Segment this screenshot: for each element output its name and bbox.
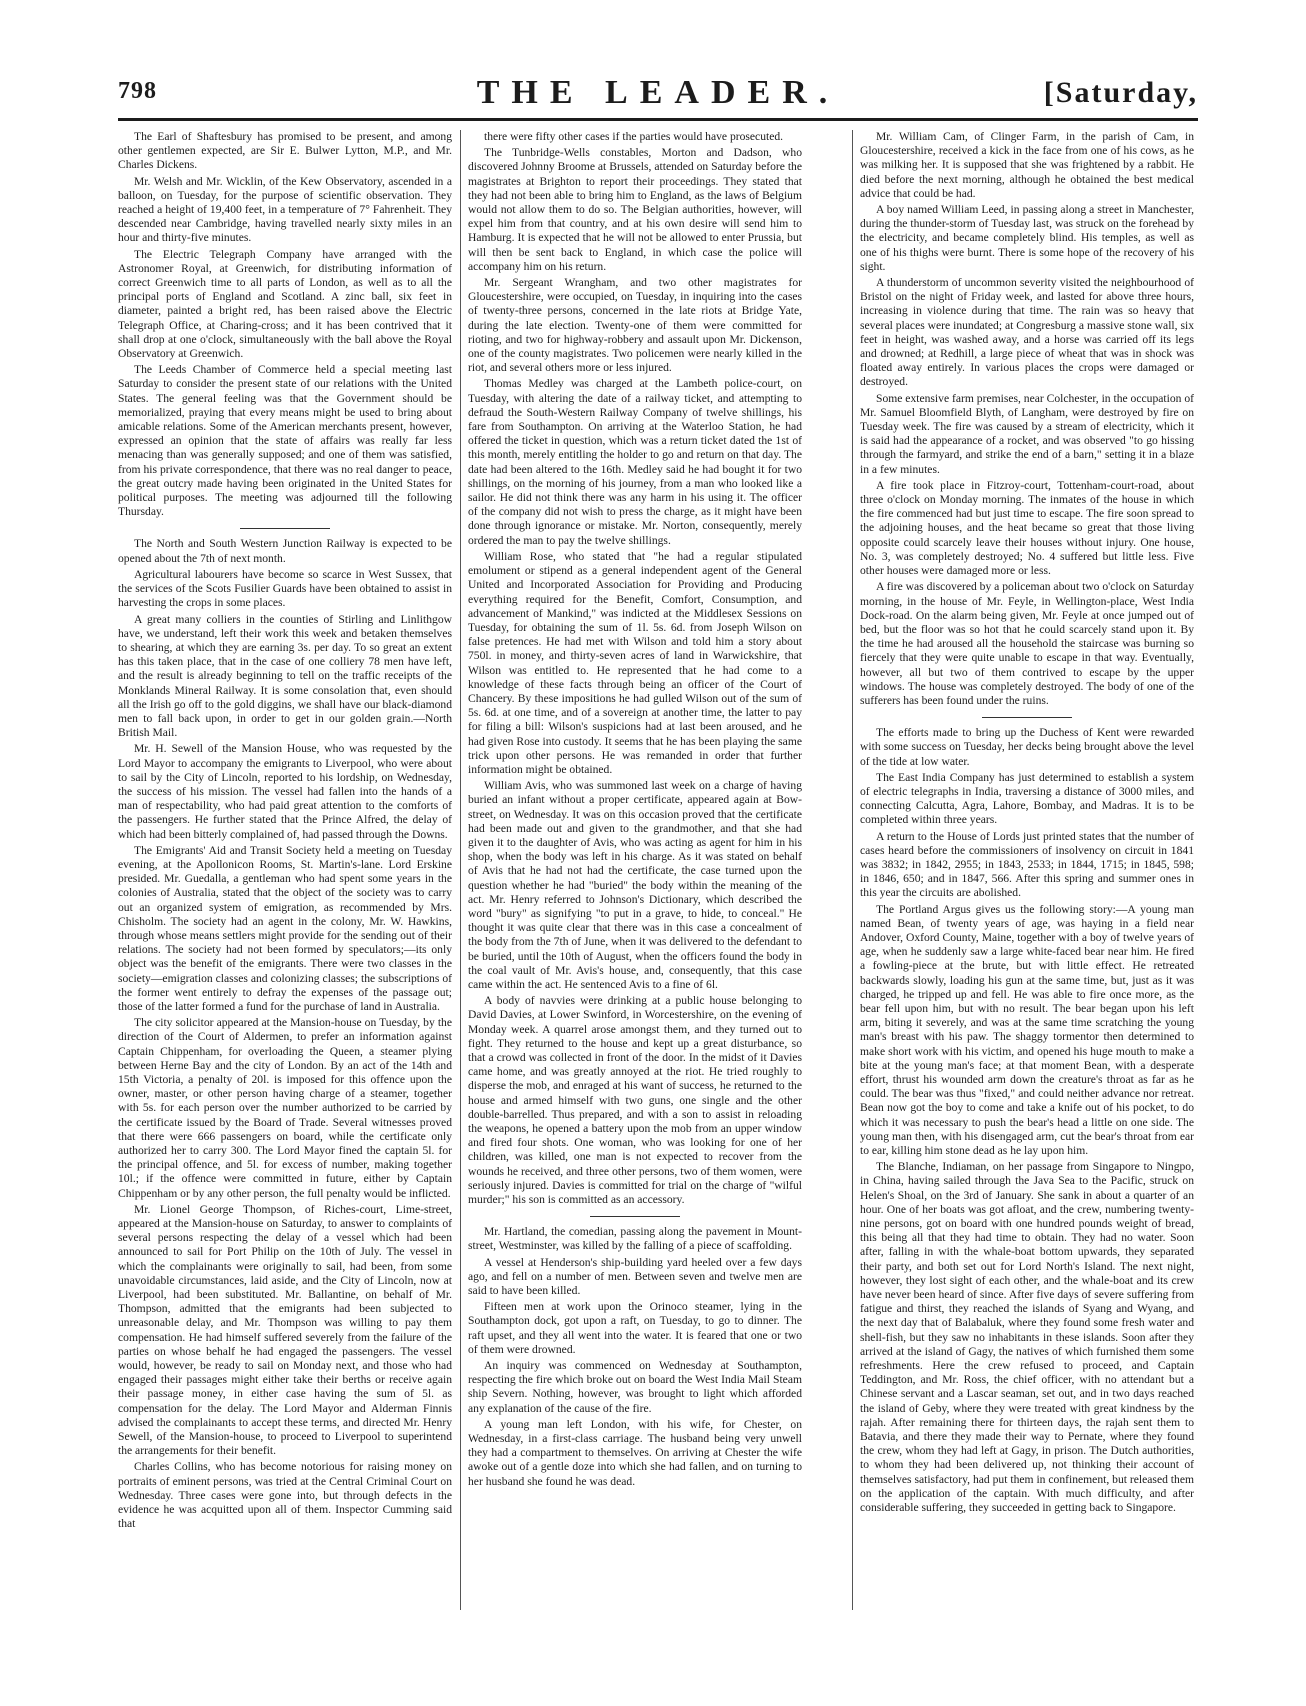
article-paragraph: there were fifty other cases if the parties would have prosecuted. xyxy=(484,130,784,143)
article-paragraph: The city solicitor appeared at the Mansion-house on Tuesday, by the direction of the Court of Aldermen, to prefer an information against Captain Chippenham, for overloading the Queen, a steamer plying between Herne Bay and the city of London. By an act of the 14th and 15th Victoria, a penalty of 20l. is imposed for this offence upon the owner, master, or other person having charge of a steamer, together with 5s. for each person over the number authorized to be carried by the certificate issued by the Board of Trade. Several witnesses proved that there were 666 passengers on board, while the certificate only authorized her to carry 300. The Lord Mayor fined the captain 5l. for the principal offence, and 5l. for excess of number, making together 10l.; if the offence were committed in future, either by Captain Chippenham or by any other person, the full penalty would be inflicted. xyxy=(118,1016,452,1200)
article-paragraph: Mr. William Cam, of Clinger Farm, in the parish of Cam, in Gloucestershire, received a kick in the face from one of his cows, as he was milking her. It is supposed that she was frightened by a rabbit. He died before the next morning, although he obtained the best medical advice that could be had. xyxy=(860,130,1194,200)
article-paragraph: Some extensive farm premises, near Colchester, in the occupation of Mr. Samuel Bloomfield Blyth, of Langham, were destroyed by fire on Tuesday week. The fire was caused by a stream of electricity, which it is said had the appearance of a rocket, and was observed "to go hissing through the farmyard, and strike the end of a barn," setting it in a blaze in a few minutes. xyxy=(860,391,1194,476)
article-paragraph: A boy named William Leed, in passing along a street in Manchester, during the thunder-storm of Tuesday last, was struck on the forehead by the electricity, and became completely blind. His temples, as well as one of his thighs were burnt. There is some hope of the recovery of his sight. xyxy=(860,203,1194,273)
section-divider xyxy=(240,528,330,529)
article-column-1 xyxy=(118,130,452,1630)
article-paragraph: Agricultural labourers have become so scarce in West Sussex, that the services of the Scots Fusilier Guards have been obtained to assist in harvesting the crops in some places. xyxy=(118,567,452,610)
article-paragraph: A thunderstorm of uncommon severity visited the neighbourhood of Bristol on the night of Friday week, and lasted for above three hours, increasing in violence during that time. The rain was so heavy that several places were inundated; at Congresburg a massive stone wall, six feet in height, was washed away, and a horse was carried off its legs and drowned; at Redhill, a large piece of wheat that was in shock was floated away entirely. In various places the crops were damaged or destroyed. xyxy=(860,276,1194,389)
article-paragraph: Mr. Welsh and Mr. Wicklin, of the Kew Observatory, ascended in a balloon, on Tuesday, for the purpose of scientific observation. They reached a height of 19,400 feet, in a temperature of 7° Fahrenheit. They descended near Cambridge, having travelled nearly sixty miles in an hour and thirty-five minutes. xyxy=(118,174,452,245)
article-paragraph: William Avis, who was summoned last week on a charge of having buried an infant without a proper certificate, appeared again at Bow-street, on Wednesday. It was on this occasion proved that the certificate had been made out and given to the grandmother, and that she had given it to the daughter of Avis, who was acting as agent for him in his shop, when the body was left in his charge. As it was stated on behalf of Avis that he had not had the certificate, the case turned upon the question whether he had "buried" the body within the meaning of the act. Mr. Henry referred to Johnson's Dictionary, which described the word "bury" as signifying "to put in a grave, to hide, to conceal." He thought it was quite clear that there was in this case a concealment of the body from the 7th of June, when it was delivered to the defendant to be buried, until the 10th of August, when the officers found the body in the coal vault of Mr. Avis's house, and, consequently, that this case came within the act. He sentenced Avis to a fine of 6l. xyxy=(468,779,802,991)
article-paragraph: The Electric Telegraph Company have arranged with the Astronomer Royal, at Greenwich, for distributing information of correct Greenwich time to all parts of London, as well as to all the principal ports of England and Scotland. A zinc ball, six feet in diameter, painted a bright red, has been raised above the Electric Telegraph Office, at Charing-cross; and it has been contrived that it shall drop at one o'clock, simultaneously with the ball above the Royal Observatory at Greenwich. xyxy=(118,247,452,361)
article-paragraph: The Leeds Chamber of Commerce held a special meeting last Saturday to consider the present state of our relations with the United States. The general feeling was that the Government should be memorialized, praying that every means might be used to bring about amicable relations. Some of the American merchants present, however, expressed an opinion that the state of affairs was really far less menacing than was generally supposed; and one of them was satisfied, from his private correspondence, that there was no real danger to peace, the great outcry made having been originated in the United States for political purposes. The meeting was adjourned till the following Thursday. xyxy=(118,363,452,519)
section-divider xyxy=(982,717,1072,718)
article-paragraph: The efforts made to bring up the Duchess of Kent were rewarded with some success on Tuesday, her decks being brought above the level of the tide at low water. xyxy=(860,726,1194,768)
article-paragraph: Fifteen men at work upon the Orinoco steamer, lying in the Southampton dock, got upon a raft, on Tuesday, to go to dinner. The raft upset, and they all went into the water. It is feared that one or two of them were drowned. xyxy=(468,1300,802,1356)
article-paragraph: The Blanche, Indiaman, on her passage from Singapore to Ningpo, in China, having sailed through the Java Sea to the Pacific, struck on Helen's Shoal, on the 3rd of January. She sank in about a quarter of an hour. One of her boats was got afloat, and the crew, numbering twenty-nine persons, got on board with one hundred pounds weight of bread, this being all that they had time to obtain. They had no water. Soon after, falling in with the whale-boat bottom upwards, they separated their party, and both set out for Lord North's Island. The next night, however, they lost sight of each other, and the whale-boat and its crew have never been heard of since. After five days of severe suffering from fatigue and thirst, they reached the islands of Syang and Wyang, and the next day that of Balabaluk, where they found some fresh water and shell-fish, but they saw no inhabitants in these islands. Soon after they arrived at the island of Gagy, the natives of which furnished them some refreshments. Here the crew refused to proceed, and Captain Teddington, and Mr. Ross, the chief officer, with no attendant but a Chinese servant and a Lascar seaman, set out, and in two days reached the island of Geby, where they were treated with great kindness by the rajah. After remaining there for thirteen days, the rajah sent them to Batavia, and there they made their way to Pernate, where they found the crew, whom they had left at Gagy, in prison. The Dutch authorities, to whom they had been delivered up, not thinking their account of themselves satisfactory, had put them in confinement, but released them on the application of the captain. With much difficulty, and after considerable suffering, they succeeded in getting back to Singapore. xyxy=(860,1160,1194,1515)
article-paragraph: Mr. Lionel George Thompson, of Riches-court, Lime-street, appeared at the Mansion-house on Saturday, to answer to complaints of several persons respecting the delay of a vessel which had been announced to sail for Port Philip on the 10th of July. The vessel in which the complainants were originally to sail, had been, from some unavoidable circumstances, laid aside, and the City of Lincoln, now at Liverpool, had been substituted. Mr. Ballantine, on behalf of Mr. Thompson, admitted that the emigrants had been subjected to unreasonable delay, and Mr. Thompson was willing to pay them compensation. He had himself suffered severely from the failure of the parties on whose behalf he had engaged the passengers. The vessel would, however, be ready to sail on Monday next, and those who had engaged their passages might either take their berths or receive again their passage money, in either case having the sum of 5l. as compensation for the delay. The Lord Mayor and Alderman Finnis advised the complainants to accept these terms, and directed Mr. Henry Sewell, of the Mansion-house, to proceed to Liverpool to superintend the arrangements for their benefit. xyxy=(118,1202,452,1458)
column-rule xyxy=(460,130,461,1610)
article-paragraph: The North and South Western Junction Railway is expected to be opened about the 7th of next month. xyxy=(118,537,452,565)
article-paragraph: An inquiry was commenced on Wednesday at Southampton, respecting the fire which broke out on board the West India Mail Steam ship Severn. Nothing, however, was brought to light which afforded any explanation of the cause of the fire. xyxy=(468,1359,802,1415)
article-paragraph: A fire took place in Fitzroy-court, Tottenham-court-road, about three o'clock on Monday morning. The inmates of the house in which the fire commenced had but just time to escape. The fire soon spread to the adjoining houses, and the heat became so great that those living opposite could scarcely leave their houses without injury. One house, No. 3, was completely destroyed; No. 4 suffered but little less. Five other houses were damaged more or less. xyxy=(860,478,1194,578)
article-paragraph: Mr. Sergeant Wrangham, and two other magistrates for Gloucestershire, were occupied, on Tuesday, in inquiring into the cases of twenty-three persons, concerned in the late riots at Bridge Yate, during the late election. Twenty-one of them were committed for rioting, and two for highway-robbery and assault upon Mr. Dickenson, one of the county magistrates. Two policemen were nearly killed in the riot, and several others more or less injured. xyxy=(468,276,802,375)
header-rule xyxy=(118,118,1198,121)
column-rule xyxy=(852,130,853,1610)
page-number: 798 xyxy=(118,78,157,104)
issue-day: [Saturday, xyxy=(1043,76,1198,109)
newspaper-title: THE LEADER. xyxy=(476,74,840,111)
section-divider xyxy=(590,1216,680,1217)
article-paragraph: A body of navvies were drinking at a public house belonging to David Davies, at Lower Swinford, in Worcestershire, on the evening of Monday week. A quarrel arose amongst them, and they turned out to fight. They returned to the house and kept up a great disturbance, so that a crowd was collected in front of the door. In the midst of it Davies came home, and was greatly annoyed at the riot. He tried roughly to disperse the mob, and enraged at his want of success, he returned to the house and armed himself with two guns, one single and the other double-barrelled. Thus prepared, and with a son to assist in reloading the weapons, he opened a battery upon the mob from an upper window and fired four shots. One woman, who was looking for one of her children, was killed, one man is not expected to recover from the wounds he received, and three other persons, two of them women, were seriously injured. Davies is committed for trial on the charge of "wilful murder;" his son is committed as an accessory. xyxy=(468,994,802,1207)
article-paragraph: Mr. H. Sewell of the Mansion House, who was requested by the Lord Mayor to accompany the emigrants to Liverpool, who were about to sail by the City of Lincoln, reported to his lordship, on Wednesday, the success of his mission. The vessel had fallen into the hands of a man of respectability, who had paid great attention to the comforts of the passengers. He further stated that the Prince Alfred, the delay of which had been bitterly complained of, had passed through the Downs. xyxy=(118,742,452,841)
article-paragraph: The Emigrants' Aid and Transit Society held a meeting on Tuesday evening, at the Apollonicon Rooms, St. Martin's-lane. Lord Erskine presided. Mr. Guedalla, a gentleman who had spent some years in the colonies of Australia, stated that the object of the society was to carry out an organized system of emigration, as recommended by Mrs. Chisholm. The society had an agent in the colony, Mr. W. Hawkins, through whose means settlers might provide for the sending out of their relations. The society had not been formed by speculators;—its only object was the benefit of the emigrants. There were two classes in the society—emigration classes and colonizing classes; the subscriptions of the former went entirely to defray the expenses of the passage out; those of the latter formed a fund for the purchase of land in Australia. xyxy=(118,843,452,1013)
article-column-2 xyxy=(468,130,802,1630)
article-paragraph: The East India Company has just determined to establish a system of electric telegraphs in India, traversing a distance of 3000 miles, and connecting Calcutta, Agra, Lahore, Bombay, and Madras. It is to be completed within three years. xyxy=(860,770,1194,827)
article-paragraph: A return to the House of Lords just printed states that the number of cases heard before the commissioners of insolvency on circuit in 1841 was 3832; in 1842, 2955; in 1843, 2533; in 1844, 1715; in 1845, 598; in 1846, 650; and in 1847, 566. After this spring and summer ones in this year the circuits are abolished. xyxy=(860,829,1194,900)
article-paragraph: The Tunbridge-Wells constables, Morton and Dadson, who discovered Johnny Broome at Brussels, attended on Saturday before the magistrates at Brighton to report their proceedings. They stated that they had not been able to bring him to England, as the laws of Belgium would not allow them to do so. The Belgian authorities, however, will expel him from that country, and at his own desire will send him to Hamburg. It is expected that he will not be allowed to enter Prussia, but will then be sent back to England, in which case the police will accompany him on his return. xyxy=(468,146,802,273)
article-paragraph: A fire was discovered by a policeman about two o'clock on Saturday morning, in the house of Mr. Feyle, in Wellington-place, West India Dock-road. On the alarm being given, Mr. Feyle at once jumped out of bed, but the floor was so hot that he could scarcely stand upon it. By the time he had aroused all the household the staircase was burning so fiercely that they were quite unable to escape in that way. Eventually, however, all but two of them contrived to escape by the upper windows. The house was completely destroyed. The body of one of the sufferers has been found under the ruins. xyxy=(860,580,1194,707)
article-paragraph: Charles Collins, who has become notorious for raising money on portraits of eminent persons, was tried at the Central Criminal Court on Wednesday. Three cases were gone into, but through defects in the evidence he was acquitted upon all of them. Inspector Cumming said that xyxy=(118,1460,452,1531)
article-paragraph: The Portland Argus gives us the following story:—A young man named Bean, of twenty years of age, was haying in a field near Andover, Oxford County, Maine, together with a boy of twelve years of age, when he suddenly saw a large white-faced bear near him. He fired a fowling-piece at the brute, but with little effect. He retreated backwards slowly, loading his gun at the same time, but, just as it was charged, he tripped up and fell. He was able to fire once more, as the bear fell upon him, but with no result. The bear began upon his left arm, biting it severely, and was at the same time scratching the young man's breast with his paw. The shaggy tormentor then determined to make short work with his victim, and opened his huge mouth to make a bite at the young man's face; at that moment Bean, with a desperate effort, thrust his wounded arm down the creature's throat as far as he could. The bear was thus "fixed," and could neither advance nor retreat. Bean now got the boy to come and take a knife out of his pocket, to do which it was necessary to push the bear's head a little on one side. The young man then, with his disengaged arm, cut the bear's throat from ear to ear, killing him stone dead as he lay upon him. xyxy=(860,902,1194,1158)
article-paragraph: William Rose, who stated that "he had a regular stipulated emolument or stipend as a general independent agent of the General United and Incorporated Association for Providing and Producing everything required for the Benefit, Comfort, Consumption, and advancement of Mankind," was indicted at the Middlesex Sessions on Tuesday, for obtaining the sum of 1l. 5s. 6d. from Joseph Wilson on false pretences. He had met with Wilson and told him a story about 750l. in money, and thirty-seven acres of land in Warwickshire, that Wilson was entitled to. He represented that he had come to a knowledge of these facts through being an officer of the Court of Chancery. By these impositions he had gulled Wilson out of the sum of 5s. 6d. at one time, and of a sovereign at another time, the latter to pay for filing a bill: Wilson's suspicions had at last been aroused, and he had given Rose into custody. It seems that he has been playing the same trick upon other persons. He was remanded in order that further information might be obtained. xyxy=(468,549,802,776)
article-paragraph: A young man left London, with his wife, for Chester, on Wednesday, in a first-class carriage. The husband being very unwell they had a compartment to themselves. On arriving at Chester the wife awoke out of a gentle doze into which she had fallen, and on turning to her husband she found he was dead. xyxy=(468,1417,802,1488)
article-paragraph: A vessel at Henderson's ship-building yard heeled over a few days ago, and fell on a number of men. Between seven and twelve men are said to have been killed. xyxy=(468,1255,802,1298)
masthead xyxy=(118,70,1198,120)
article-paragraph: A great many colliers in the counties of Stirling and Linlithgow have, we understand, left their work this week and betaken themselves to shearing, at which they are earning 3s. per day. To so great an extent has this taken place, that in the case of one colliery 78 men have left, and the result is already beginning to tell on the traffic receipts of the Monklands Mineral Railway. It is some consolation that, even should all the Irish go off to the gold diggins, we shall have our black-diamond men to fall back upon, in order to get in our golden grain.—North British Mail. xyxy=(118,612,452,740)
article-paragraph: The Earl of Shaftesbury has promised to be present, and among other gentlemen expected, are Sir E. Bulwer Lytton, M.P., and Mr. Charles Dickens. xyxy=(118,130,452,172)
article-paragraph: Mr. Hartland, the comedian, passing along the pavement in Mount-street, Westminster, was killed by the falling of a piece of scaffolding. xyxy=(468,1225,802,1253)
article-paragraph: Thomas Medley was charged at the Lambeth police-court, on Tuesday, with altering the date of a railway ticket, and attempting to defraud the South-Western Railway Company of twelve shillings, his fare from Southampton. On arriving at the Waterloo Station, he had offered the ticket in question, which was a return ticket dated the 1st of this month, merely entitling the holder to go and return on that day. The date had been altered to the 16th. Medley said he had bought it for two shillings, on the morning of his journey, from a man who looked like a sailor. He did not think there was any harm in his using it. The officer of the company did not wish to press the charge, as it might have been done through ignorance or mistake. Mr. Norton, consequently, merely ordered the man to pay the twelve shillings. xyxy=(468,377,802,547)
article-column-3 xyxy=(860,130,1194,1630)
